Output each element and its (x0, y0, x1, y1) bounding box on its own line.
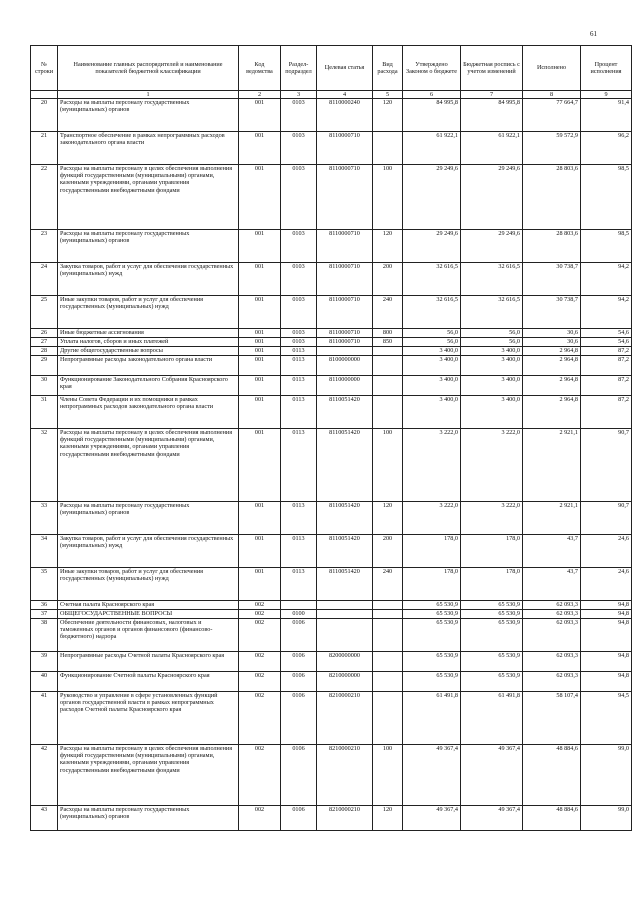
table-row (31, 502, 632, 535)
department-code: 002 (239, 806, 281, 831)
target-article: 8110000710 (317, 329, 373, 338)
executed-amount: 58 107,4 (523, 692, 581, 745)
department-code: 002 (239, 610, 281, 619)
column-number: 2 (239, 91, 281, 99)
target-article: 8110051420 (317, 396, 373, 429)
department-code: 001 (239, 396, 281, 429)
execution-percent: 96,2 (581, 132, 632, 165)
budget-plan-amount: 61 491,8 (461, 692, 523, 745)
executed-amount: 62 093,3 (523, 601, 581, 610)
row-name: Расходы на выплаты персоналу в целях обеспечения выполнения функций государственными (муниципальными) органами, казенными учреждениями, органами управления государственными внебюджетными фондами (58, 745, 239, 806)
table-row (31, 672, 632, 692)
execution-percent: 94,8 (581, 619, 632, 652)
budget-plan-amount: 178,0 (461, 535, 523, 568)
expense-type (373, 672, 403, 692)
target-article: 8110000710 (317, 132, 373, 165)
approved-amount: 29 249,6 (403, 230, 461, 263)
column-number: 7 (461, 91, 523, 99)
department-code: 002 (239, 672, 281, 692)
column-number (31, 91, 58, 99)
approved-amount: 65 530,9 (403, 619, 461, 652)
row-name: Члены Совета Федерации и их помощники в рамках непрограммных расходов законодательного органа власти (58, 396, 239, 429)
department-code: 001 (239, 356, 281, 376)
row-number: 30 (31, 376, 58, 396)
executed-amount: 2 964,8 (523, 347, 581, 356)
section-code: 0103 (281, 263, 317, 296)
section-code: 0103 (281, 296, 317, 329)
execution-percent: 54,6 (581, 338, 632, 347)
budget-plan-amount: 178,0 (461, 568, 523, 601)
table-row (31, 745, 632, 806)
target-article: 8110000710 (317, 338, 373, 347)
table-row (31, 99, 632, 132)
target-article: 8110000710 (317, 263, 373, 296)
expense-type (373, 692, 403, 745)
approved-amount: 56,0 (403, 329, 461, 338)
expense-type: 200 (373, 535, 403, 568)
executed-amount: 2 921,1 (523, 502, 581, 535)
execution-percent: 54,6 (581, 329, 632, 338)
execution-percent: 99,0 (581, 806, 632, 831)
department-code: 001 (239, 329, 281, 338)
execution-percent: 98,5 (581, 165, 632, 230)
department-code: 001 (239, 347, 281, 356)
row-number: 20 (31, 99, 58, 132)
table-row (31, 338, 632, 347)
budget-plan-amount: 3 400,0 (461, 347, 523, 356)
department-code: 001 (239, 429, 281, 502)
budget-plan-amount: 65 530,9 (461, 610, 523, 619)
budget-plan-amount: 29 249,6 (461, 230, 523, 263)
column-number-row (31, 91, 632, 99)
row-number: 24 (31, 263, 58, 296)
budget-plan-amount: 3 400,0 (461, 356, 523, 376)
section-code: 0113 (281, 356, 317, 376)
row-number: 22 (31, 165, 58, 230)
approved-amount: 65 530,9 (403, 672, 461, 692)
department-code: 001 (239, 165, 281, 230)
execution-percent: 87,2 (581, 347, 632, 356)
row-number: 27 (31, 338, 58, 347)
header-name: Наименование главных распорядителей и наименование показателей бюджетной классификации (58, 46, 239, 91)
budget-execution-table (30, 45, 632, 831)
row-number: 43 (31, 806, 58, 831)
executed-amount: 48 884,6 (523, 745, 581, 806)
row-number: 34 (31, 535, 58, 568)
section-code: 0103 (281, 329, 317, 338)
target-article (317, 619, 373, 652)
section-code: 0106 (281, 672, 317, 692)
approved-amount: 3 222,0 (403, 429, 461, 502)
expense-type: 100 (373, 165, 403, 230)
header-department-code: Код ведомства (239, 46, 281, 91)
row-number: 39 (31, 652, 58, 672)
row-number: 41 (31, 692, 58, 745)
department-code: 001 (239, 568, 281, 601)
target-article (317, 610, 373, 619)
target-article: 8110000710 (317, 296, 373, 329)
approved-amount: 178,0 (403, 568, 461, 601)
execution-percent: 94,2 (581, 296, 632, 329)
department-code: 001 (239, 502, 281, 535)
header-target-article: Целевая статья (317, 46, 373, 91)
row-name: Расходы на выплаты персоналу государственных (муниципальных) органов (58, 230, 239, 263)
target-article: 8110000710 (317, 230, 373, 263)
execution-percent: 91,4 (581, 99, 632, 132)
table-row (31, 296, 632, 329)
executed-amount: 28 803,6 (523, 230, 581, 263)
row-name: Другие общегосударственные вопросы (58, 347, 239, 356)
department-code: 001 (239, 263, 281, 296)
header-expense-type: Вид расхода (373, 46, 403, 91)
target-article: 8210000210 (317, 692, 373, 745)
expense-type: 120 (373, 230, 403, 263)
table-row (31, 601, 632, 610)
section-code: 0106 (281, 745, 317, 806)
row-name: Функционирование Счетной палаты Красноярского края (58, 672, 239, 692)
row-name: Расходы на выплаты персоналу государственных (муниципальных) органов (58, 502, 239, 535)
executed-amount: 28 803,6 (523, 165, 581, 230)
approved-amount: 32 616,5 (403, 263, 461, 296)
column-number: 1 (58, 91, 239, 99)
executed-amount: 77 664,7 (523, 99, 581, 132)
section-code: 0100 (281, 610, 317, 619)
department-code: 001 (239, 535, 281, 568)
executed-amount: 62 093,3 (523, 672, 581, 692)
table-row (31, 610, 632, 619)
expense-type: 100 (373, 745, 403, 806)
department-code: 001 (239, 338, 281, 347)
table-row (31, 347, 632, 356)
section-code: 0113 (281, 396, 317, 429)
table-row (31, 535, 632, 568)
row-name: Счетная палата Красноярского края (58, 601, 239, 610)
executed-amount: 30,6 (523, 329, 581, 338)
department-code: 001 (239, 376, 281, 396)
section-code: 0113 (281, 535, 317, 568)
execution-percent: 87,2 (581, 396, 632, 429)
target-article: 8200000000 (317, 652, 373, 672)
column-number: 9 (581, 91, 632, 99)
execution-percent: 24,6 (581, 535, 632, 568)
target-article: 8110000240 (317, 99, 373, 132)
row-name: Расходы на выплаты персоналу в целях обеспечения выполнения функций государственными (муниципальными) органами, казенными учреждениями, органами управления государственными внебюджетными фондами (58, 429, 239, 502)
table-row (31, 165, 632, 230)
approved-amount: 49 367,4 (403, 806, 461, 831)
row-name: Руководство и управление в сфере установленных функций органов государственной власти в рамках непрограммных расходов Счетной палаты Красноярского края (58, 692, 239, 745)
approved-amount: 84 995,8 (403, 99, 461, 132)
budget-plan-amount: 29 249,6 (461, 165, 523, 230)
section-code: 0103 (281, 338, 317, 347)
execution-percent: 94,2 (581, 263, 632, 296)
executed-amount: 30,6 (523, 338, 581, 347)
execution-percent: 98,5 (581, 230, 632, 263)
executed-amount: 2 964,8 (523, 396, 581, 429)
expense-type (373, 396, 403, 429)
table-row (31, 652, 632, 672)
department-code: 001 (239, 230, 281, 263)
table-row (31, 619, 632, 652)
row-number: 42 (31, 745, 58, 806)
section-code: 0113 (281, 376, 317, 396)
execution-percent: 87,2 (581, 376, 632, 396)
execution-percent: 90,7 (581, 429, 632, 502)
expense-type: 800 (373, 329, 403, 338)
table-row (31, 356, 632, 376)
budget-plan-amount: 49 367,4 (461, 745, 523, 806)
executed-amount: 59 572,9 (523, 132, 581, 165)
table-row (31, 692, 632, 745)
column-number: 3 (281, 91, 317, 99)
target-article: 8110051420 (317, 568, 373, 601)
approved-amount: 49 367,4 (403, 745, 461, 806)
section-code: 0103 (281, 99, 317, 132)
expense-type: 240 (373, 568, 403, 601)
row-number: 28 (31, 347, 58, 356)
expense-type: 850 (373, 338, 403, 347)
department-code: 002 (239, 619, 281, 652)
section-code: 0103 (281, 230, 317, 263)
expense-type: 120 (373, 806, 403, 831)
approved-amount: 65 530,9 (403, 610, 461, 619)
row-number: 21 (31, 132, 58, 165)
row-number: 40 (31, 672, 58, 692)
row-name: Расходы на выплаты персоналу государственных (муниципальных) органов (58, 99, 239, 132)
expense-type (373, 652, 403, 672)
budget-plan-amount: 32 616,5 (461, 296, 523, 329)
table-row (31, 568, 632, 601)
row-number: 25 (31, 296, 58, 329)
row-number: 31 (31, 396, 58, 429)
budget-plan-amount: 32 616,5 (461, 263, 523, 296)
approved-amount: 65 530,9 (403, 601, 461, 610)
expense-type: 200 (373, 263, 403, 296)
column-number: 5 (373, 91, 403, 99)
approved-amount: 3 222,0 (403, 502, 461, 535)
row-name: Иные закупки товаров, работ и услуг для обеспечения государственных (муниципальных) нужд (58, 296, 239, 329)
table-row (31, 396, 632, 429)
budget-plan-amount: 65 530,9 (461, 672, 523, 692)
target-article: 8210000210 (317, 806, 373, 831)
table-row (31, 806, 632, 831)
target-article: 8110000000 (317, 376, 373, 396)
row-name: Расходы на выплаты персоналу государственных (муниципальных) органов (58, 806, 239, 831)
table-row (31, 132, 632, 165)
budget-plan-amount: 56,0 (461, 338, 523, 347)
section-code: 0106 (281, 619, 317, 652)
row-name: Иные закупки товаров, работ и услуг для обеспечения государственных (муниципальных) нужд (58, 568, 239, 601)
section-code: 0106 (281, 692, 317, 745)
department-code: 002 (239, 652, 281, 672)
table-row (31, 263, 632, 296)
executed-amount: 2 921,1 (523, 429, 581, 502)
budget-plan-amount: 56,0 (461, 329, 523, 338)
row-name: ОБЩЕГОСУДАРСТВЕННЫЕ ВОПРОСЫ (58, 610, 239, 619)
execution-percent: 94,8 (581, 672, 632, 692)
target-article (317, 347, 373, 356)
row-name: Расходы на выплаты персоналу в целях обеспечения выполнения функций государственными (муниципальными) органами, казенными учреждениями, органами управления государственными внебюджетными фондами (58, 165, 239, 230)
table-body (31, 99, 632, 831)
column-number: 6 (403, 91, 461, 99)
target-article: 8100000000 (317, 356, 373, 376)
row-number: 32 (31, 429, 58, 502)
budget-plan-amount: 3 222,0 (461, 429, 523, 502)
header-row-number: № строки (31, 46, 58, 91)
executed-amount: 48 884,6 (523, 806, 581, 831)
section-code: 0103 (281, 132, 317, 165)
expense-type (373, 356, 403, 376)
header-percent: Процент исполнения (581, 46, 632, 91)
expense-type (373, 601, 403, 610)
section-code: 0113 (281, 568, 317, 601)
budget-plan-amount: 49 367,4 (461, 806, 523, 831)
column-number: 8 (523, 91, 581, 99)
row-number: 23 (31, 230, 58, 263)
table-row (31, 329, 632, 338)
page-number: 61 (590, 30, 597, 38)
budget-plan-amount: 3 400,0 (461, 396, 523, 429)
row-number: 26 (31, 329, 58, 338)
expense-type (373, 132, 403, 165)
section-code: 0106 (281, 806, 317, 831)
expense-type: 240 (373, 296, 403, 329)
approved-amount: 3 400,0 (403, 347, 461, 356)
expense-type: 120 (373, 99, 403, 132)
budget-plan-amount: 65 530,9 (461, 652, 523, 672)
budget-plan-amount: 65 530,9 (461, 601, 523, 610)
approved-amount: 3 400,0 (403, 376, 461, 396)
execution-percent: 90,7 (581, 502, 632, 535)
section-code: 0113 (281, 347, 317, 356)
budget-plan-amount: 65 530,9 (461, 619, 523, 652)
row-number: 36 (31, 601, 58, 610)
department-code: 002 (239, 745, 281, 806)
target-article: 8110051420 (317, 535, 373, 568)
target-article: 8110051420 (317, 429, 373, 502)
execution-percent: 99,0 (581, 745, 632, 806)
section-code: 0103 (281, 165, 317, 230)
department-code: 001 (239, 99, 281, 132)
approved-amount: 61 922,1 (403, 132, 461, 165)
table-row (31, 429, 632, 502)
row-number: 38 (31, 619, 58, 652)
executed-amount: 2 964,8 (523, 356, 581, 376)
executed-amount: 62 093,3 (523, 652, 581, 672)
section-code: 0113 (281, 502, 317, 535)
header-executed: Исполнено (523, 46, 581, 91)
executed-amount: 2 964,8 (523, 376, 581, 396)
row-name: Закупка товаров, работ и услуг для обеспечения государственных (муниципальных) нужд (58, 263, 239, 296)
executed-amount: 43,7 (523, 535, 581, 568)
budget-plan-amount: 3 400,0 (461, 376, 523, 396)
row-name: Иные бюджетные ассигнования (58, 329, 239, 338)
approved-amount: 29 249,6 (403, 165, 461, 230)
row-name: Закупка товаров, работ и услуг для обеспечения государственных (муниципальных) нужд (58, 535, 239, 568)
section-code: 0113 (281, 429, 317, 502)
budget-plan-amount: 3 222,0 (461, 502, 523, 535)
expense-type (373, 610, 403, 619)
approved-amount: 32 616,5 (403, 296, 461, 329)
header-approved: Утверждено Законом о бюджете (403, 46, 461, 91)
executed-amount: 30 738,7 (523, 263, 581, 296)
row-name: Уплата налогов, сборов и иных платежей (58, 338, 239, 347)
row-name: Непрограммные расходы законодательного органа власти (58, 356, 239, 376)
department-code: 001 (239, 132, 281, 165)
row-number: 37 (31, 610, 58, 619)
execution-percent: 94,8 (581, 601, 632, 610)
target-article: 8210000210 (317, 745, 373, 806)
executed-amount: 30 738,7 (523, 296, 581, 329)
target-article: 8110051420 (317, 502, 373, 535)
target-article (317, 601, 373, 610)
row-name: Транспортное обеспечение в рамках непрограммных расходов законодательного органа власти (58, 132, 239, 165)
row-number: 33 (31, 502, 58, 535)
approved-amount: 61 491,8 (403, 692, 461, 745)
row-number: 29 (31, 356, 58, 376)
department-code: 002 (239, 601, 281, 610)
header-section: Раздел-подраздел (281, 46, 317, 91)
execution-percent: 94,8 (581, 610, 632, 619)
target-article: 8110000710 (317, 165, 373, 230)
approved-amount: 56,0 (403, 338, 461, 347)
department-code: 002 (239, 692, 281, 745)
expense-type (373, 619, 403, 652)
table-row (31, 230, 632, 263)
expense-type (373, 376, 403, 396)
expense-type: 120 (373, 502, 403, 535)
execution-percent: 24,6 (581, 568, 632, 601)
target-article: 8210000000 (317, 672, 373, 692)
executed-amount: 62 093,3 (523, 619, 581, 652)
header-budget-plan: Бюджетная роспись с учетом изменений (461, 46, 523, 91)
expense-type (373, 347, 403, 356)
section-code: 0106 (281, 652, 317, 672)
row-name: Функционирование Законодательного Собрания Красноярского края (58, 376, 239, 396)
executed-amount: 43,7 (523, 568, 581, 601)
approved-amount: 65 530,9 (403, 652, 461, 672)
budget-plan-amount: 84 995,8 (461, 99, 523, 132)
row-name: Непрограммные расходы Счетной палаты Красноярского края (58, 652, 239, 672)
row-name: Обеспечение деятельности финансовых, налоговых и таможенных органов и органов финансового (финансово-бюджетного) надзора (58, 619, 239, 652)
budget-plan-amount: 61 922,1 (461, 132, 523, 165)
section-code (281, 601, 317, 610)
execution-percent: 94,8 (581, 652, 632, 672)
execution-percent: 94,5 (581, 692, 632, 745)
execution-percent: 87,2 (581, 356, 632, 376)
approved-amount: 3 400,0 (403, 396, 461, 429)
table-header-row (31, 46, 632, 91)
column-number: 4 (317, 91, 373, 99)
row-number: 35 (31, 568, 58, 601)
approved-amount: 3 400,0 (403, 356, 461, 376)
approved-amount: 178,0 (403, 535, 461, 568)
department-code: 001 (239, 296, 281, 329)
executed-amount: 62 093,3 (523, 610, 581, 619)
table-row (31, 376, 632, 396)
expense-type: 100 (373, 429, 403, 502)
